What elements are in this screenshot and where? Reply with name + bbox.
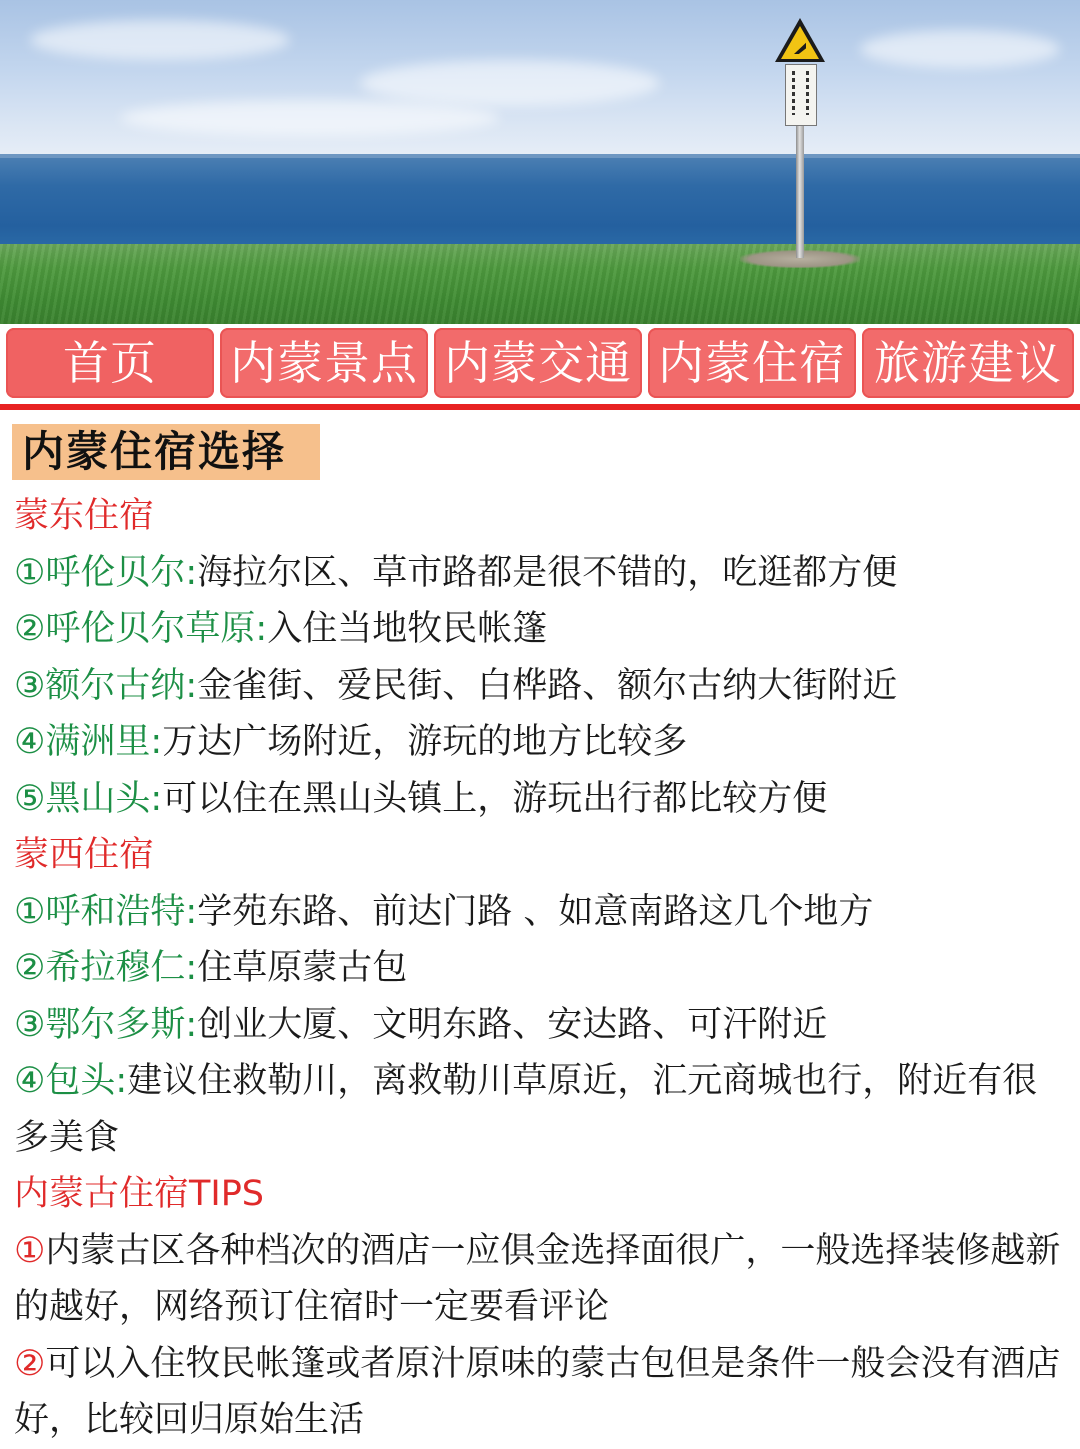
tab-attractions[interactable]: 内蒙景点 bbox=[220, 328, 428, 398]
tab-accommodation[interactable]: 内蒙住宿 bbox=[648, 328, 856, 398]
tips-heading: 内蒙古住宿TIPS bbox=[14, 1174, 265, 1214]
item-text: 住草原蒙古包 bbox=[197, 948, 408, 988]
place-name: 黑山头: bbox=[45, 778, 163, 819]
tab-transport[interactable]: 内蒙交通 bbox=[434, 328, 642, 398]
warning-sign-fill bbox=[781, 26, 819, 59]
tip-number: ② bbox=[14, 1343, 46, 1384]
tip-text: 内蒙古区各种档次的酒店一应俱金选择面很广，一般选择装修越新的越好，网络预订住宿时一定要看评论 bbox=[14, 1230, 1061, 1327]
item-text: 海拉尔区、草市路都是很不错的，吃逛都方便 bbox=[197, 552, 898, 593]
horizon bbox=[0, 154, 1080, 158]
sea bbox=[0, 156, 1080, 256]
place-name: 包头: bbox=[45, 1061, 128, 1101]
item-number: ③ bbox=[14, 665, 46, 706]
place-name: 呼伦贝尔: bbox=[45, 552, 198, 593]
list-item bbox=[14, 997, 1070, 1054]
tip-item bbox=[14, 1336, 1070, 1449]
west-heading: 蒙西住宿 bbox=[14, 835, 155, 875]
cloud bbox=[860, 30, 1060, 68]
place-name: 额尔古纳: bbox=[45, 665, 198, 706]
list-item bbox=[14, 771, 1070, 828]
item-text: 建议住救勒川，离救勒川草原近，汇元商城也行，附近有很多美食 bbox=[14, 1061, 1038, 1158]
tip-number: ① bbox=[14, 1230, 46, 1271]
grass bbox=[0, 244, 1080, 324]
item-number: ④ bbox=[14, 722, 46, 762]
place-name: 呼和浩特: bbox=[45, 891, 198, 932]
item-number: ② bbox=[14, 609, 46, 649]
item-text: 金雀街、爱民街、白桦路、额尔古纳大街附近 bbox=[197, 665, 898, 706]
item-number: ④ bbox=[14, 1061, 46, 1101]
divider bbox=[0, 404, 1080, 410]
list-item bbox=[14, 658, 1070, 715]
sign-plate bbox=[785, 64, 817, 126]
list-item bbox=[14, 1053, 1070, 1166]
tip-item bbox=[14, 1223, 1070, 1336]
list-item bbox=[14, 714, 1070, 771]
place-name: 满洲里: bbox=[45, 722, 163, 762]
east-heading: 蒙东住宿 bbox=[14, 496, 155, 536]
item-text: 创业大厦、文明东路、安达路、可汗附近 bbox=[197, 1004, 828, 1045]
item-number: ① bbox=[14, 891, 46, 932]
tab-travel-tips[interactable]: 旅游建议 bbox=[862, 328, 1074, 398]
cloud bbox=[360, 60, 660, 106]
article-body bbox=[14, 488, 1070, 1449]
item-text: 万达广场附近，游玩的地方比较多 bbox=[162, 722, 688, 762]
tip-text: 可以入住牧民帐篷或者原汁原味的蒙古包但是条件一般会没有酒店好，比较回归原始生活 bbox=[14, 1343, 1061, 1440]
list-item bbox=[14, 545, 1070, 602]
item-number: ① bbox=[14, 552, 46, 593]
list-item bbox=[14, 940, 1070, 997]
cloud bbox=[30, 20, 290, 60]
item-text: 学苑东路、前达门路 、如意南路这几个地方 bbox=[197, 891, 874, 932]
item-text: 入住当地牧民帐篷 bbox=[267, 609, 548, 649]
item-number: ③ bbox=[14, 1004, 46, 1045]
item-number: ⑤ bbox=[14, 778, 46, 819]
tab-home[interactable]: 首页 bbox=[6, 328, 214, 398]
hero-photo bbox=[0, 0, 1080, 324]
nav-bar bbox=[0, 326, 1080, 402]
item-text: 可以住在黑山头镇上，游玩出行都比较方便 bbox=[162, 778, 828, 819]
place-name: 呼伦贝尔草原: bbox=[45, 609, 268, 649]
place-name: 鄂尔多斯: bbox=[45, 1004, 198, 1045]
cloud bbox=[120, 100, 500, 136]
list-item bbox=[14, 884, 1070, 941]
section-title: 内蒙住宿选择 bbox=[12, 424, 320, 480]
place-name: 希拉穆仁: bbox=[45, 948, 198, 988]
list-item bbox=[14, 601, 1070, 658]
item-number: ② bbox=[14, 948, 46, 988]
